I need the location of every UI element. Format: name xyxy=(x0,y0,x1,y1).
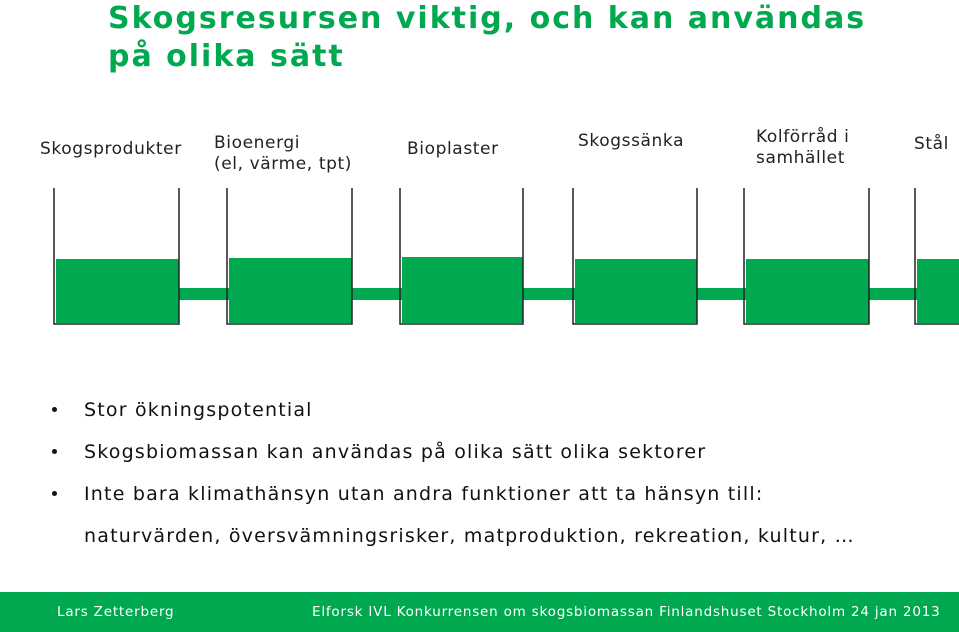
bullet-list xyxy=(50,398,855,564)
footer-event: Elforsk IVL Konkurrensen om skogsbiomassan Finlandshuset Stockholm 24 jan 2013 xyxy=(312,604,941,620)
slide-title-line-1: Skogsresursen viktig, och kan användas xyxy=(108,1,867,36)
vessel-fill xyxy=(229,258,352,323)
bullet-item xyxy=(50,482,855,524)
footer-author: Lars Zetterberg xyxy=(57,604,175,620)
label-line: Stål xyxy=(914,134,949,154)
bullet-continuation-text: naturvärden, översvämningsrisker, matproduktion, rekreation, kultur, … xyxy=(84,525,855,547)
connector-pipe xyxy=(697,288,746,300)
label-line: Bioplaster xyxy=(407,139,499,159)
bullet-text: Inte bara klimathänsyn utan andra funktioner att ta hänsyn till: xyxy=(84,483,764,505)
footer-bar xyxy=(0,592,959,632)
vessel-fill xyxy=(917,259,959,323)
connector-pipe xyxy=(869,288,917,300)
label-line: Skogsprodukter xyxy=(40,139,182,159)
vessel-fill xyxy=(402,257,523,323)
vessel-fill xyxy=(575,259,697,323)
bullet-dot-icon xyxy=(52,449,57,454)
bullet-continuation xyxy=(50,524,855,564)
bullet-item xyxy=(50,398,855,440)
vessel-fill xyxy=(56,259,179,323)
bullet-text: Skogsbiomassan kan användas på olika sätt olika sektorer xyxy=(84,441,707,463)
label-line: Bioenergi xyxy=(214,133,301,153)
slide-title-line-2: på olika sätt xyxy=(108,39,345,74)
bullet-item xyxy=(50,440,855,482)
bullet-dot-icon xyxy=(52,491,57,496)
label-line: Kolförråd i xyxy=(756,127,850,147)
connector-pipe xyxy=(352,288,402,300)
connector-pipe xyxy=(179,288,229,300)
label-line: Skogssänka xyxy=(578,131,685,151)
bullet-dot-icon xyxy=(52,407,57,412)
label-line: (el, värme, tpt) xyxy=(214,154,352,174)
vessel-fill xyxy=(746,259,869,323)
bullet-text: Stor ökningspotential xyxy=(84,399,313,421)
label-line: samhället xyxy=(756,148,845,168)
connector-pipe xyxy=(523,288,575,300)
